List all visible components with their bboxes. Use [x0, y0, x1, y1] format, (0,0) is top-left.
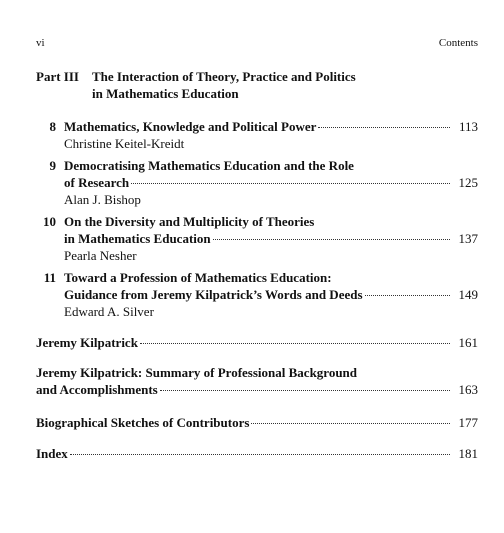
- leader-dots: [160, 390, 450, 391]
- chapter-title-line-1[interactable]: Toward a Profession of Mathematics Education:: [64, 270, 332, 285]
- page-number: 125: [458, 175, 478, 190]
- chapter-author: Christine Keitel-Kreidt: [64, 136, 185, 151]
- part-number: Part III: [36, 69, 79, 84]
- toc-entry-index[interactable]: [36, 445, 478, 462]
- part-heading: [36, 68, 356, 101]
- chapter-author: Alan J. Bishop: [64, 192, 141, 207]
- leader-dots: [213, 239, 450, 240]
- toc-entry-biographical-sketches[interactable]: [36, 414, 478, 431]
- entry-title[interactable]: Index: [36, 446, 68, 461]
- chapter-author: Pearla Nesher: [64, 248, 137, 263]
- page-number: 113: [458, 119, 478, 134]
- toc-entry-chapter-9[interactable]: [36, 157, 478, 208]
- leader-dots: [365, 295, 450, 296]
- chapter-number: 9: [49, 158, 56, 173]
- page-number: 149: [458, 287, 478, 302]
- chapter-author: Edward A. Silver: [64, 304, 154, 319]
- page-number: 137: [458, 231, 478, 246]
- part-title-line-2: in Mathematics Education: [92, 86, 239, 101]
- page-number: 163: [458, 382, 478, 397]
- part-title: [92, 68, 392, 102]
- toc-entry-summary[interactable]: [36, 364, 478, 398]
- entry-title-line-1[interactable]: Jeremy Kilpatrick: Summary of Professional Background: [36, 365, 358, 380]
- chapter-title-line-1[interactable]: On the Diversity and Multiplicity of Theories: [64, 214, 315, 229]
- page-number: 181: [458, 446, 478, 461]
- entry-title-line-2[interactable]: and Accomplishments: [36, 382, 158, 397]
- chapter-number: 8: [49, 119, 56, 134]
- leader-dots: [70, 454, 450, 455]
- leader-dots: [140, 343, 450, 344]
- chapter-number: 11: [43, 270, 56, 285]
- entry-title[interactable]: Jeremy Kilpatrick: [36, 335, 138, 350]
- toc-entry-chapter-8[interactable]: [36, 118, 478, 152]
- toc-entry-jeremy-kilpatrick[interactable]: [36, 334, 478, 351]
- part-title-line-1: The Interaction of Theory, Practice and Politics: [92, 69, 356, 84]
- toc-entry-chapter-11[interactable]: [36, 269, 478, 320]
- chapter-title-line-2[interactable]: in Mathematics Education: [64, 231, 211, 246]
- leader-dots: [318, 127, 450, 128]
- chapter-title-line-2[interactable]: Guidance from Jeremy Kilpatrick’s Words and Deeds: [64, 287, 363, 302]
- running-header-title: Contents: [438, 37, 478, 49]
- leader-dots: [131, 183, 450, 184]
- chapter-title[interactable]: Mathematics, Knowledge and Political Power: [64, 119, 317, 134]
- page-number: 161: [458, 335, 478, 350]
- entry-title[interactable]: Biographical Sketches of Contributors: [36, 415, 250, 430]
- chapter-number: 10: [43, 214, 56, 229]
- page-number: 177: [458, 415, 478, 430]
- running-header-page-number: vi: [36, 37, 45, 49]
- leader-dots: [251, 423, 450, 424]
- chapter-title-line-2[interactable]: of Research: [64, 175, 130, 190]
- chapter-title-line-1[interactable]: Democratising Mathematics Education and the Role: [64, 158, 354, 173]
- toc-entry-chapter-10[interactable]: [36, 213, 478, 264]
